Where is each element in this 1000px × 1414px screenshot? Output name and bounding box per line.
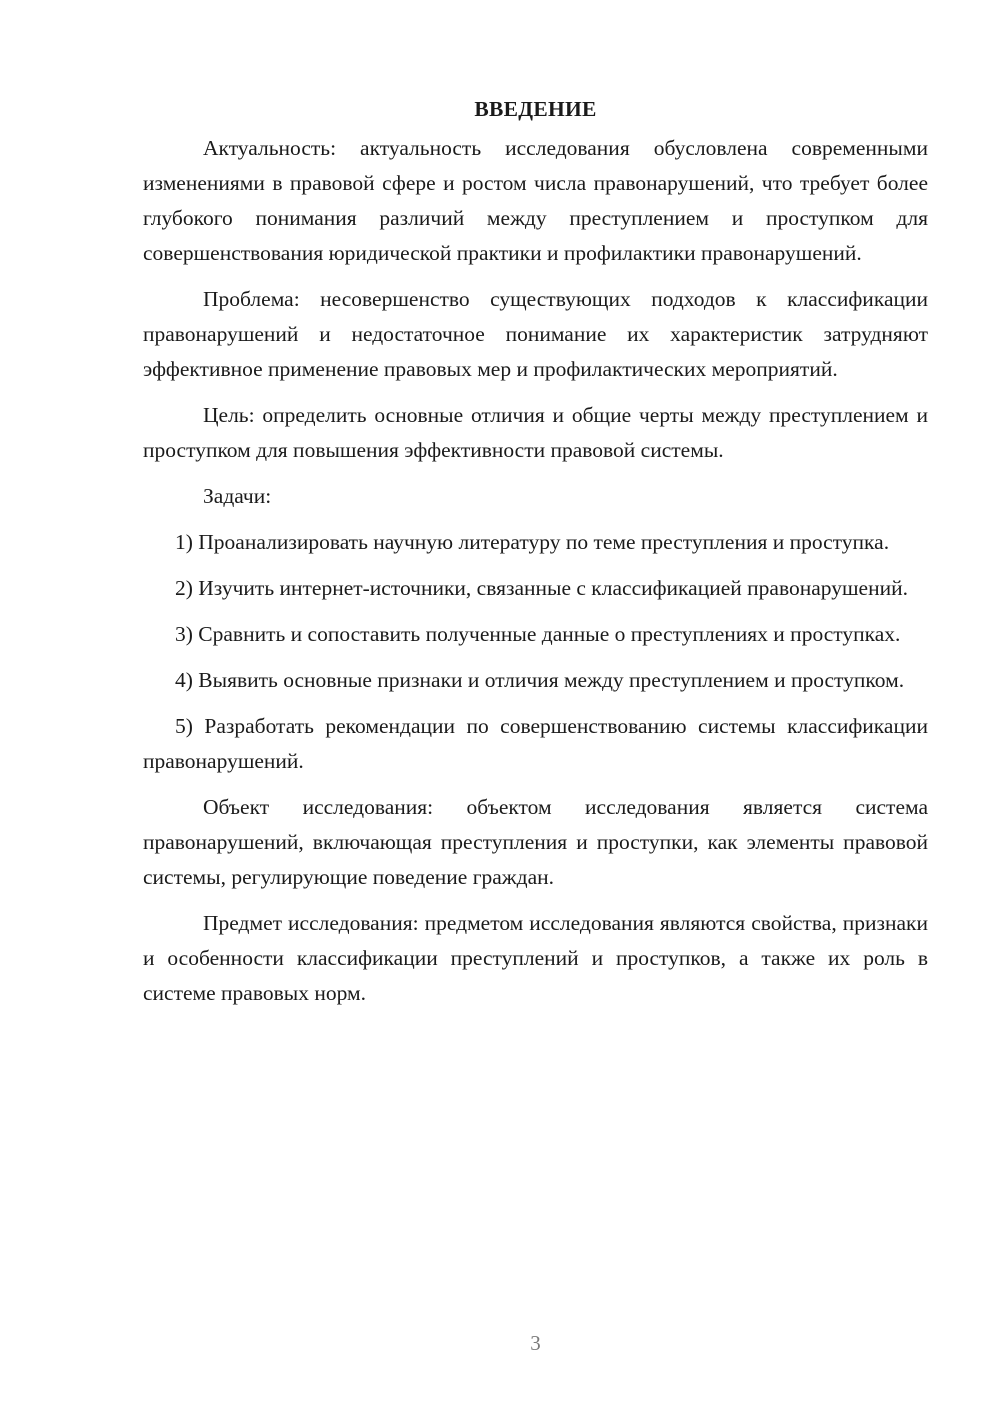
tasks-label: Задачи: (203, 484, 272, 508)
page-number: 3 (530, 1331, 541, 1355)
task-item-3: 3) Сравнить и сопоставить полученные данные о преступлениях и проступках. (175, 622, 901, 646)
task-item-1: 1) Проанализировать научную литературу по теме преступления и проступка. (175, 530, 890, 554)
task-item-4: 4) Выявить основные признаки и отличия между преступлением и проступком. (175, 668, 905, 692)
paragraph-object: Объект исследования: объектом исследования является система правонарушений, включающая преступления и проступки, как элементы правовой системы, регулирующие поведение граждан. (143, 795, 928, 889)
paragraph-subject: Предмет исследования: предметом исследования являются свойства, признаки и особенности классификации преступлений и проступков, а также их роль в системе правовых норм. (143, 911, 928, 1005)
document-page (143, 92, 928, 1022)
paragraph-goal: Цель: определить основные отличия и общие черты между преступлением и проступком для повышения эффективности правовой системы. (143, 403, 928, 462)
task-item-5: 5) Разработать рекомендации по совершенствованию системы классификации правонарушений. (143, 714, 928, 773)
task-item-2: 2) Изучить интернет-источники, связанные с классификацией правонарушений. (175, 576, 908, 600)
section-title: ВВЕДЕНИЕ (474, 97, 597, 121)
paragraph-relevance: Актуальность: актуальность исследования обусловлена современными изменениями в правовой сфере и ростом числа правонарушений, что требует более глубокого понимания различий между преступлением и проступком для совершенствования юридической практики и профилактики правонарушений. (143, 136, 928, 265)
paragraph-problem: Проблема: несовершенство существующих подходов к классификации правонарушений и недостаточное понимание их характеристик затрудняют эффективное применение правовых мер и профилактических мероприятий. (143, 287, 928, 381)
